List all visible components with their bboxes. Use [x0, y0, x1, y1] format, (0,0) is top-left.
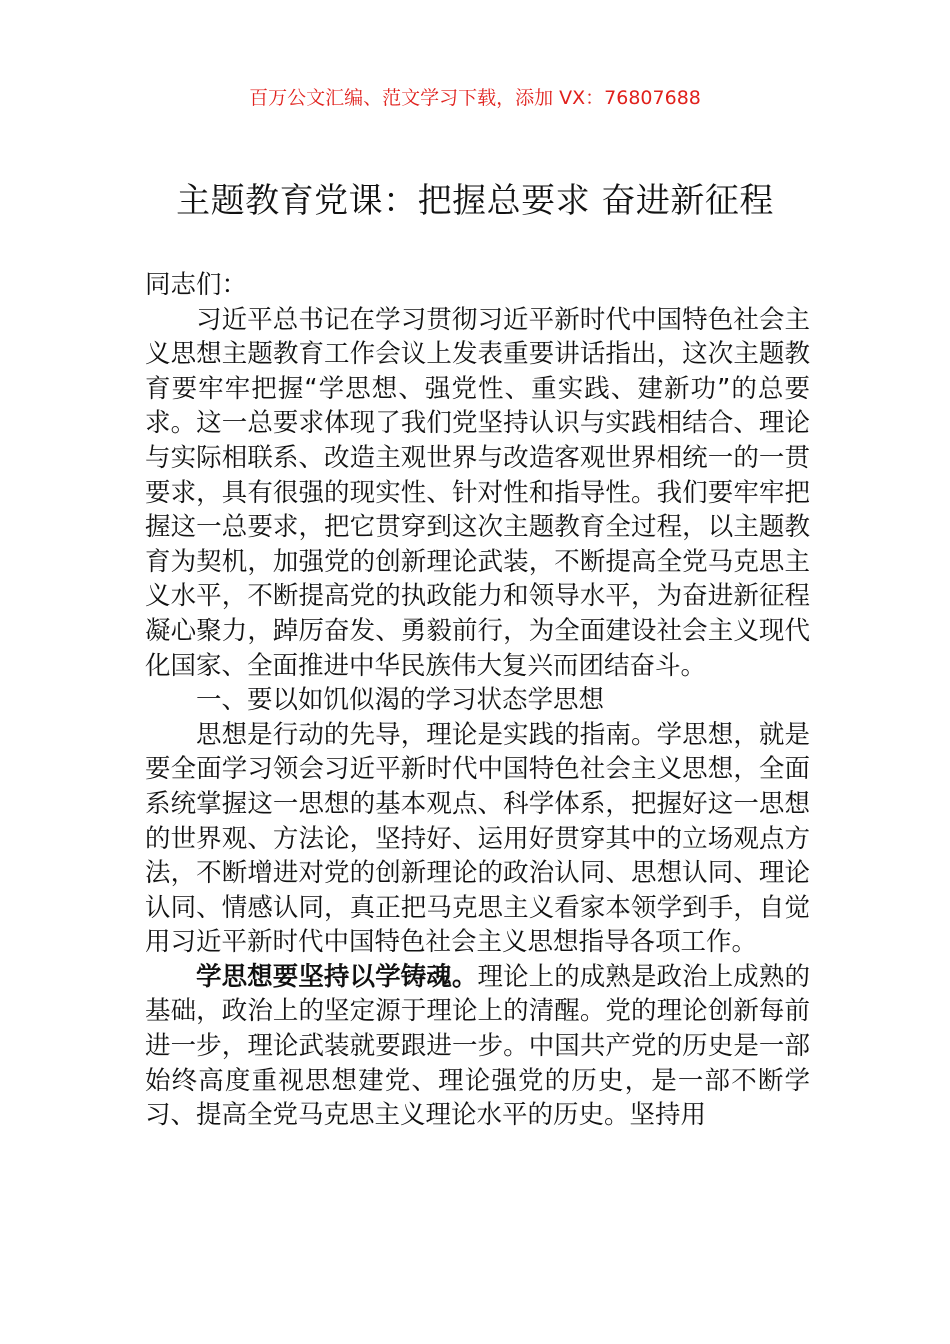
document-body: [145, 268, 810, 1133]
paragraph-lead-bold: 学思想要坚持以学铸魂。: [196, 961, 478, 992]
paragraph-lead-rest: 理论上的成熟是政治上成熟的基础，政治上的坚定源于理论上的清醒。党的理论创新每前进一步，理论武装就要跟进一步。中国共产党的历史是一部始终高度重视思想建党、理论强党的历史，是一部不断学习、提高全党马克思主义理论水平的历史。坚持用: [145, 961, 810, 1131]
section-heading-1: 一、要以如饥似渴的学习状态学思想: [196, 685, 605, 716]
paragraph-intro: 习近平总书记在学习贯彻习近平新时代中国特色社会主义思想主题教育工作会议上发表重要讲话指出，这次主题教育要牢牢把握“学思想、强党性、重实践、建新功”的总要求。这一总要求体现了我们党坚持认识与实践相结合、理论与实际相联系、改造主观世界与改造客观世界相统一的一贯要求，具有很强的现实性、针对性和指导性。我们要牢牢把握这一总要求，把它贯穿到这次主题教育全过程，以主题教育为契机，加强党的创新理论武装，不断提高全党马克思主义水平，不断提高党的执政能力和领导水平，为奋进新征程凝心聚力，踔厉奋发、勇毅前行，为全面建设社会主义现代化国家、全面推进中华民族伟大复兴而团结奋斗。: [145, 304, 810, 681]
document-title: 主题教育党课：把握总要求 奋进新征程: [176, 181, 774, 221]
salutation: 同志们：: [145, 270, 248, 300]
paragraph-section1: 思想是行动的先导，理论是实践的指南。学思想，就是要全面学习领会习近平新时代中国特色社会主义思想，全面系统掌握这一思想的基本观点、科学体系，把握好这一思想的世界观、方法论，坚持好、运用好贯穿其中的立场观点方法，不断增进对党的创新理论的政治认同、思想认同、理论认同、情感认同，真正把马克思主义看家本领学到手，自觉用习近平新时代中国特色社会主义思想指导各项工作。: [145, 719, 810, 958]
header-watermark-note: 百万公文汇编、范文学习下载，添加 VX：76807688: [249, 87, 701, 109]
paragraph-study-soul: [145, 960, 810, 1133]
